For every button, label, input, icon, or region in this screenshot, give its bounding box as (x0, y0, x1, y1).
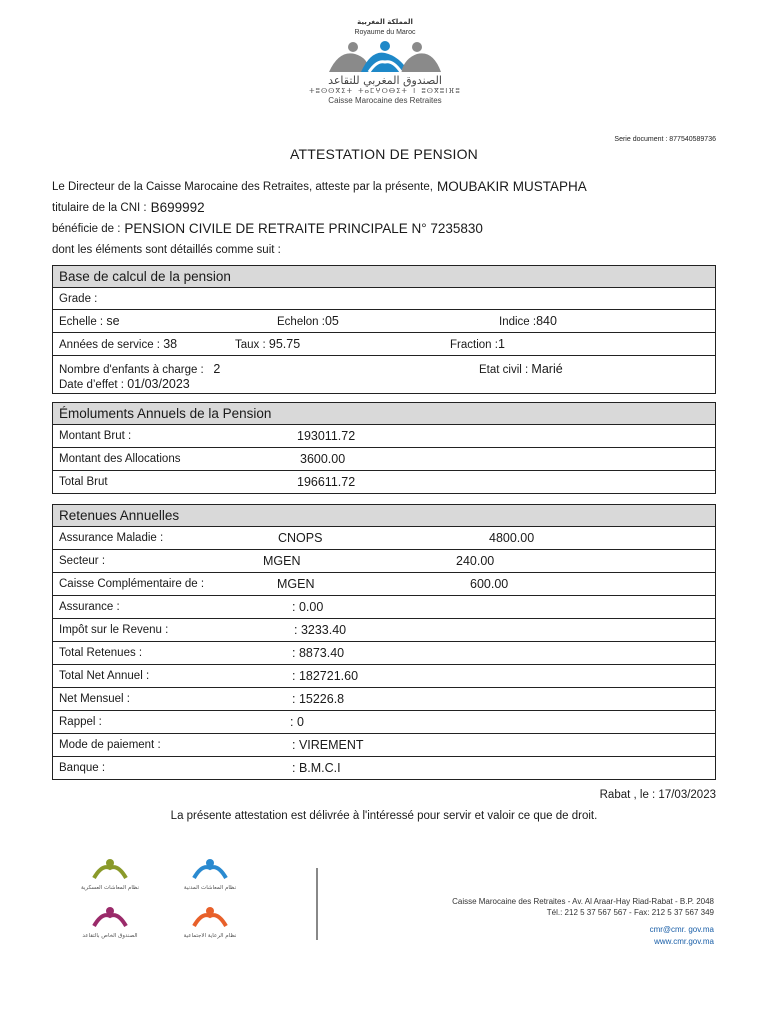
assurance-maladie-label: Assurance Maladie : (59, 532, 164, 544)
intro-block (52, 174, 722, 256)
rappel-value: : 0 (290, 715, 304, 729)
net-mensuel-label: Net Mensuel : (59, 693, 130, 705)
table-row (53, 425, 716, 448)
annees-label: Années de service : (59, 339, 161, 351)
echelle-label: Echelle : (59, 316, 104, 328)
allocations-label: Montant des Allocations (59, 453, 181, 465)
allocations-value: 3600.00 (300, 452, 346, 466)
retenues-table (52, 504, 716, 780)
military-pensions-icon (90, 858, 130, 880)
intro-line-director (52, 174, 722, 193)
logo-special-fund (70, 906, 150, 939)
assurance-maladie-value: 4800.00 (489, 531, 535, 545)
civil-pensions-label: نظام المعاشات المدنية (183, 885, 237, 891)
logo-civil-pensions (170, 858, 250, 891)
pension-label: bénéficie de : (52, 222, 121, 235)
grade-row (53, 288, 716, 310)
annees-row (53, 333, 716, 356)
impot-value: : 3233.40 (294, 623, 347, 637)
page-title: ATTESTATION DE PENSION (290, 146, 478, 162)
table-row (53, 527, 716, 550)
taux-label: Taux : (235, 339, 266, 351)
secteur-org: MGEN (263, 554, 301, 568)
assurance-value: : 0.00 (292, 600, 324, 614)
kingdom-arabic: المملكة المغربية (357, 18, 413, 26)
total-retenues-label: Total Retenues : (59, 647, 143, 659)
caisse-value: 600.00 (470, 577, 509, 591)
mode-paiement-label: Mode de paiement : (59, 739, 161, 751)
etat-value: Marié (531, 362, 563, 376)
military-pensions-label: نظام المعاشات العسكرية (80, 885, 140, 891)
net-mensuel-value: : 15226.8 (292, 692, 345, 706)
emoluments-heading: Émoluments Annuels de la Pension (53, 403, 716, 425)
echelon-label: Echelon : (277, 316, 325, 328)
montant-brut-label: Montant Brut : (59, 430, 132, 442)
social-care-icon (190, 906, 230, 928)
special-fund-icon (90, 906, 130, 928)
table-row (53, 711, 716, 734)
echelon-value: 05 (324, 314, 339, 328)
org-french: Caisse Marocaine des Retraites (328, 96, 442, 105)
place-date: Rabat , le : 17/03/2023 (599, 789, 716, 801)
fraction-label: Fraction : (450, 339, 498, 351)
indice-label: Indice : (499, 316, 537, 328)
table-row (53, 471, 716, 494)
footer-address: Caisse Marocaine des Retraites - Av. Al Araar-Hay Riad-Rabat - B.P. 2048 (452, 897, 714, 906)
intro-director-text: Le Directeur de la Caisse Marocaine des Retraites, atteste par la présente, (52, 180, 433, 193)
emoluments-table (52, 402, 716, 494)
annees-value: 38 (163, 337, 178, 351)
social-care-label: نظام الرعاية الاجتماعية (183, 933, 237, 939)
base-calcul-table (52, 265, 716, 394)
total-net-annuel-value: : 182721.60 (292, 669, 359, 683)
details-text: dont les éléments sont détaillés comme suit : (52, 243, 281, 256)
assurance-label: Assurance : (59, 601, 120, 613)
grade-label: Grade : (59, 292, 98, 305)
table-row (53, 573, 716, 596)
echelle-cell (59, 314, 120, 328)
rappel-label: Rappel : (59, 716, 102, 728)
table-row (53, 734, 716, 757)
enfants-cell (59, 362, 220, 376)
banque-label: Banque : (59, 762, 106, 774)
footer-logos (70, 858, 260, 948)
echelon-cell (277, 314, 339, 328)
taux-cell (235, 337, 300, 351)
intro-line-pension (52, 214, 722, 235)
caisse-label: Caisse Complémentaire de : (59, 578, 205, 590)
total-brut-label: Total Brut (59, 476, 108, 488)
secteur-label: Secteur : (59, 555, 106, 567)
cni-label: titulaire de la CNI : (52, 201, 147, 214)
retenues-heading: Retenues Annuelles (53, 505, 716, 527)
indice-value: 840 (536, 314, 557, 328)
table-row (53, 619, 716, 642)
taux-value: 95.75 (268, 337, 301, 351)
logo-military-pensions (70, 858, 150, 891)
etat-label: Etat civil : (479, 364, 529, 376)
enfants-value: 2 (213, 362, 221, 376)
footer-divider (316, 868, 318, 940)
total-retenues-value: : 8873.40 (292, 646, 345, 660)
echelle-row (53, 310, 716, 333)
fraction-value: 1 (497, 337, 505, 351)
banque-value: : B.M.C.I (292, 761, 341, 775)
enfants-row (53, 356, 716, 394)
base-heading: Base de calcul de la pension (53, 266, 716, 288)
closing-statement: La présente attestation est délivrée à l'intéressé pour servir et valoir ce que de droit. (170, 810, 598, 822)
table-row (53, 448, 716, 471)
logo-social-care (170, 906, 250, 939)
footer-email[interactable]: cmr@cmr. gov.ma (649, 925, 714, 935)
intro-line-details (52, 235, 722, 256)
montant-brut-value: 193011.72 (297, 429, 356, 443)
pension-value: PENSION CIVILE DE RETRAITE PRINCIPALE N° 7235830 (124, 220, 483, 236)
civil-pensions-icon (190, 858, 230, 880)
date-effet-cell (59, 377, 190, 391)
enfants-label: Nombre d'enfants à charge : (59, 364, 204, 376)
org-tifinagh: ⵜⵓⵙⵙⴳⵉⵜ ⵜⴰⵎⵖⵔⴱⵉⵜ ⵏ ⵓⵙⴳⵓⵏⴼⵓ (309, 87, 461, 95)
assurance-maladie-org: CNOPS (278, 531, 323, 545)
table-row (53, 596, 716, 619)
special-fund-label: الصندوق الخاص بالتقاعد (82, 933, 138, 939)
date-effet-label: Date d’effet : (59, 379, 124, 391)
table-row (53, 665, 716, 688)
footer-website[interactable]: www.cmr.gov.ma (654, 936, 714, 946)
echelle-value: se (106, 314, 120, 328)
mode-paiement-value: : VIREMENT (292, 738, 364, 752)
date-effet-value: 01/03/2023 (127, 377, 190, 391)
etat-cell (479, 362, 563, 376)
org-arabic: الصندوق المغربي للتقاعد (328, 74, 442, 87)
cmr-logo (300, 18, 470, 105)
fraction-cell (450, 337, 505, 351)
beneficiary-name: MOUBAKIR MUSTAPHA (436, 178, 587, 194)
annees-cell (59, 337, 177, 351)
caisse-org: MGEN (277, 577, 315, 591)
table-row (53, 550, 716, 573)
total-brut-value: 196611.72 (297, 475, 356, 489)
table-row (53, 757, 716, 780)
impot-label: Impôt sur le Revenu : (59, 624, 169, 636)
cni-value: B699992 (150, 199, 205, 215)
cmr-emblem-icon (325, 40, 445, 74)
footer-contact (452, 896, 714, 947)
serie-document: Serie document : 877540589736 (614, 136, 716, 143)
table-row (53, 688, 716, 711)
indice-cell (499, 314, 557, 328)
kingdom-french: Royaume du Maroc (354, 29, 416, 36)
intro-line-cni (52, 193, 722, 214)
total-net-annuel-label: Total Net Annuel : (59, 670, 150, 682)
footer-phone: Tél.: 212 5 37 567 567 - Fax: 212 5 37 567 349 (546, 908, 714, 918)
secteur-value: 240.00 (456, 554, 495, 568)
table-row (53, 642, 716, 665)
